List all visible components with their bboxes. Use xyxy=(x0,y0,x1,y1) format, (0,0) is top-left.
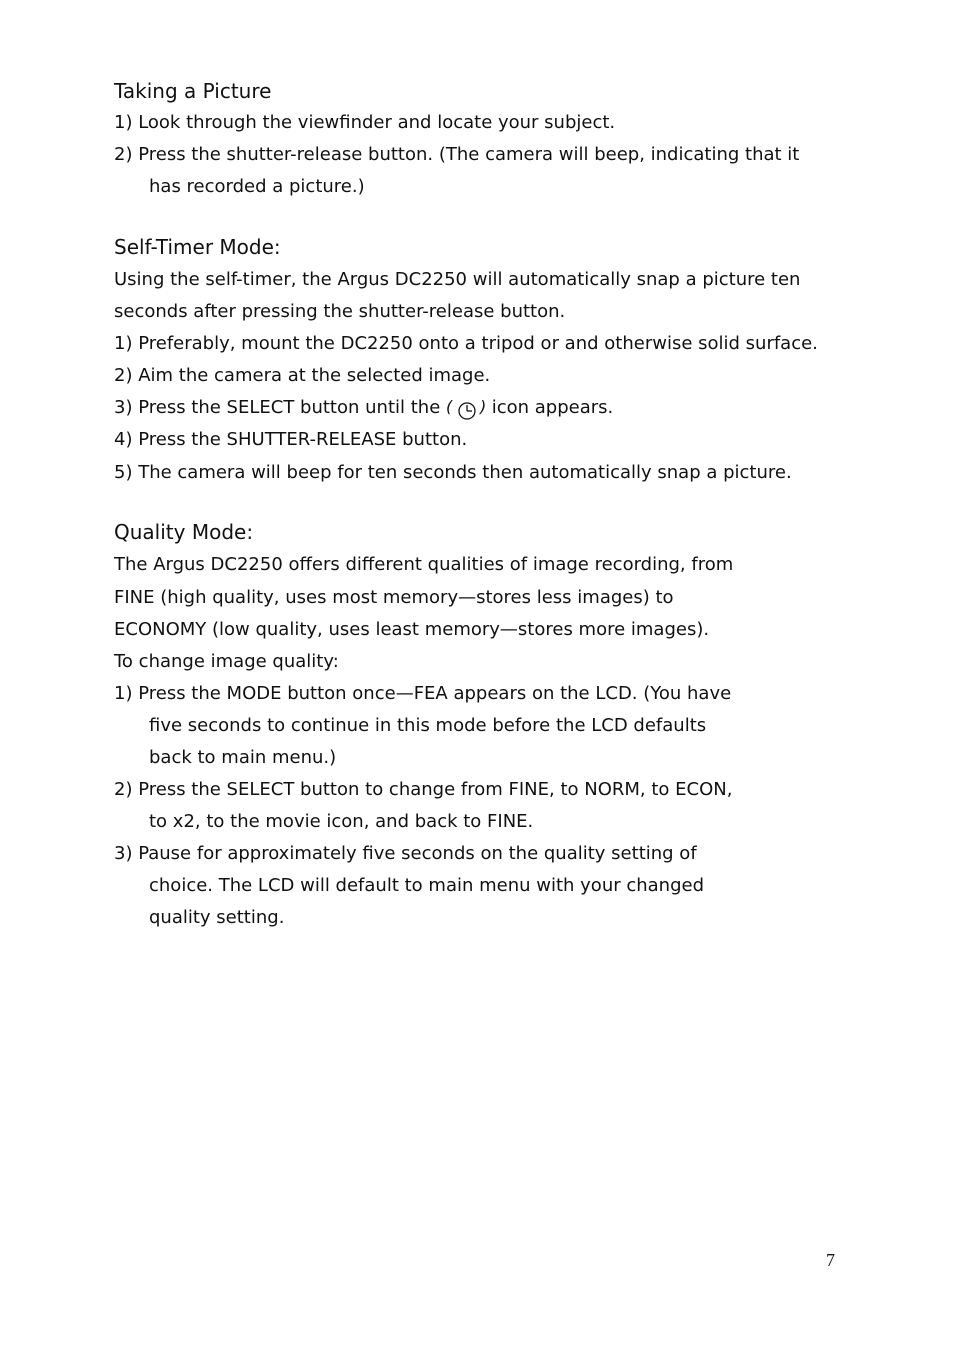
self-timer-intro: Using the self-timer, the Argus DC2250 will automatically snap a picture ten xyxy=(114,269,801,290)
taking-step-1: 1) Look through the viewfinder and locate your subject. xyxy=(114,112,616,133)
heading-taking-a-picture: Taking a Picture xyxy=(114,79,272,103)
self-timer-step-1: 1) Preferably, mount the DC2250 onto a tripod or and otherwise solid surface. xyxy=(114,333,818,354)
svg-text:(: ( xyxy=(446,397,453,416)
self-timer-step-3-text-before: 3) Press the SELECT button until the xyxy=(114,397,446,418)
taking-step-2: 2) Press the shutter-release button. (The camera will beep, indicating that it xyxy=(114,144,800,165)
quality-step-1: 1) Press the MODE button once—FEA appears on the LCD. (You have xyxy=(114,683,732,704)
quality-step-3-continued-2: quality setting. xyxy=(149,907,285,928)
self-timer-title: Self-Timer Mode xyxy=(114,235,274,259)
self-timer-step-2: 2) Aim the camera at the selected image. xyxy=(114,365,491,386)
quality-intro-line-1: The Argus DC2250 offers different qualities of image recording, from xyxy=(114,554,734,575)
heading-self-timer-mode xyxy=(114,235,281,259)
quality-intro-line-2: FINE (high quality, uses most memory—stores less images) to xyxy=(114,587,674,608)
quality-title: Quality Mode xyxy=(114,520,247,544)
self-timer-step-4: 4) Press the SHUTTER-RELEASE button. xyxy=(114,429,468,450)
page-number: 7 xyxy=(826,1250,835,1270)
heading-quality-mode xyxy=(114,520,253,544)
svg-text:): ) xyxy=(480,397,486,416)
quality-step-1-continued-2: back to main menu.) xyxy=(149,747,337,768)
quality-step-3: 3) Pause for approximately five seconds on the quality setting of xyxy=(114,843,697,864)
self-timer-intro-continued: seconds after pressing the shutter-release button. xyxy=(114,301,566,322)
taking-step-2-continued: has recorded a picture.) xyxy=(149,176,365,197)
self-timer-step-3 xyxy=(114,397,613,419)
self-timer-clock-icon xyxy=(446,397,486,417)
quality-intro-line-3: ECONOMY (low quality, uses least memory—stores more images). xyxy=(114,619,710,640)
self-timer-step-5: 5) The camera will beep for ten seconds then automatically snap a picture. xyxy=(114,462,792,483)
quality-title-colon: : xyxy=(246,520,254,544)
self-timer-step-3-text-after: icon appears. xyxy=(486,397,614,418)
quality-step-2: 2) Press the SELECT button to change from FINE, to NORM, to ECON, xyxy=(114,779,733,800)
quality-step-1-continued: five seconds to continue in this mode before the LCD defaults xyxy=(149,715,707,736)
quality-step-2-continued: to x2, to the movie icon, and back to FINE. xyxy=(149,811,534,832)
self-timer-title-colon: : xyxy=(273,235,281,259)
quality-intro-line-4: To change image quality: xyxy=(114,651,339,672)
quality-step-3-continued: choice. The LCD will default to main menu with your changed xyxy=(149,875,705,896)
